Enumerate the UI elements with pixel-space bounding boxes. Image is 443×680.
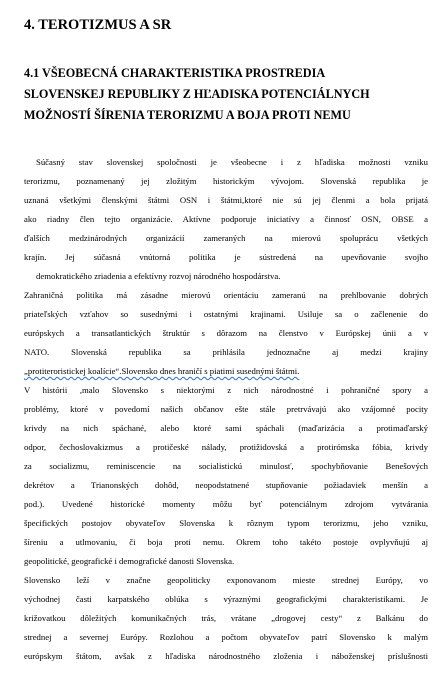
text-line: európskych a transatlantických štruktúr s dôrazom na členstvo v Európskej únii a v <box>24 328 428 338</box>
section-heading <box>24 63 424 126</box>
text-line: odpor, čechoslovakizmus a protičeské nálady, protižidovská a protirómska fóbia, krivdy <box>24 442 428 452</box>
body-text <box>24 153 428 666</box>
text-line: demokratického zriadenia a efektívny rozvoj národného hospodárstva. <box>36 271 281 281</box>
section-heading-line: SLOVENSKEJ REPUBLIKY Z HĽADISKA POTENCIÁLNYCH <box>24 87 370 101</box>
text-line: Zahraničná politika má zásadne mierovú orientáciu zameranú na prehlbovanie dobrých <box>24 290 428 300</box>
text-line: dekrétov a Trianonských dohôd, neopodstatnené stupňovanie požiadaviek menšín a <box>24 480 428 490</box>
text-line: Slovensko leží v značne geopoliticky exponovanom mieste strednej Európy, vo <box>24 575 428 585</box>
text-line: pod.). Uvedené historické momenty môžu byť potenciálnym zdrojom vytvárania <box>24 499 428 509</box>
text-line: „protiteroristickej koalície“.Slovensko dnes hraničí s piatimi susednými štátmi. <box>24 366 300 376</box>
text-line: problémy, ktoré v povedomí našich občanov ešte stále pretrvávajú ako vzájomné pocity <box>24 404 428 414</box>
text-line: krivdy na nich spáchané, alebo ktoré sami spáchali (maďarizácia a protimaďarský <box>24 423 428 433</box>
text-line: šíreniu a utlmovaniu, či boja proti nemu. Okrem toho takéto postoje ovplyvňujú aj <box>24 537 428 547</box>
text-line: priateľských vzťahov so susednými i ostatnými krajinami. Usiluje sa o začlenenie do <box>24 309 428 319</box>
text-line: strednej a severnej Európy. Rozlohou a počtom obyvateľov patrí Slovensko k malým <box>24 632 428 642</box>
section-heading-line: MOŽNOSTÍ ŠÍRENIA TERORIZMU A BOJA PROTI NEMU <box>24 108 351 122</box>
text-line: Súčasný stav slovenskej spoločnosti je všeobecne i z hľadiska možnosti vzniku <box>36 157 428 167</box>
text-line: NATO. Slovenská republika sa prihlásila jednoznačne aj medzi krajiny <box>24 347 428 357</box>
text-line: za socializmu, reminiscencie na socialistickú minulosť, spochybňovanie Benešových <box>24 461 428 471</box>
chapter-heading: 4. TEROTIZMUS A SR <box>24 17 172 33</box>
text-line: terorizmu, poznamenaný jej zložitým historickým vývojom. Slovenská republika je <box>24 176 428 186</box>
text-line: V histórii ,malo Slovensko s niektorými z nich národnostné i pohraničné spory a <box>24 385 428 395</box>
text-line: európskym štátom, avšak z hľadiska národnostného zloženia i náboženskej príslušnosti <box>24 651 428 661</box>
text-line: krajín. Jej súčasná vnútorná politika je sústredená na upevňovanie svojho <box>24 252 428 262</box>
text-line: ako riadny člen tejto organizácie. Aktívne podporuje iniciatívy a činnosť OSN, OBSE a <box>24 214 428 224</box>
text-line: ďalších medzinárodných organizácií zameraných na mierovú spoluprácu všetkých <box>24 233 428 243</box>
text-line: uznaná všetkými členskými štátmi OSN i štátmi,ktoré nie sú jej členmi a bola prijatá <box>24 195 428 205</box>
text-line: špecifických postojov obyvateľov Slovenska k rôznym typom terorizmu, jeho vzniku, <box>24 518 428 528</box>
text-line: križovatkou dôležitých komunikačných trás, vrátane „drogovej cesty“ z Balkánu do <box>24 613 428 623</box>
text-line: geopolitické, geografické i demografické danosti Slovenska. <box>24 556 235 566</box>
section-heading-line: 4.1 VŠEOBECNÁ CHARAKTERISTIKA PROSTREDIA <box>24 66 326 80</box>
text-line: východnej časti karpatského oblúka s výraznými geografickými charakteristikami. Je <box>24 594 428 604</box>
